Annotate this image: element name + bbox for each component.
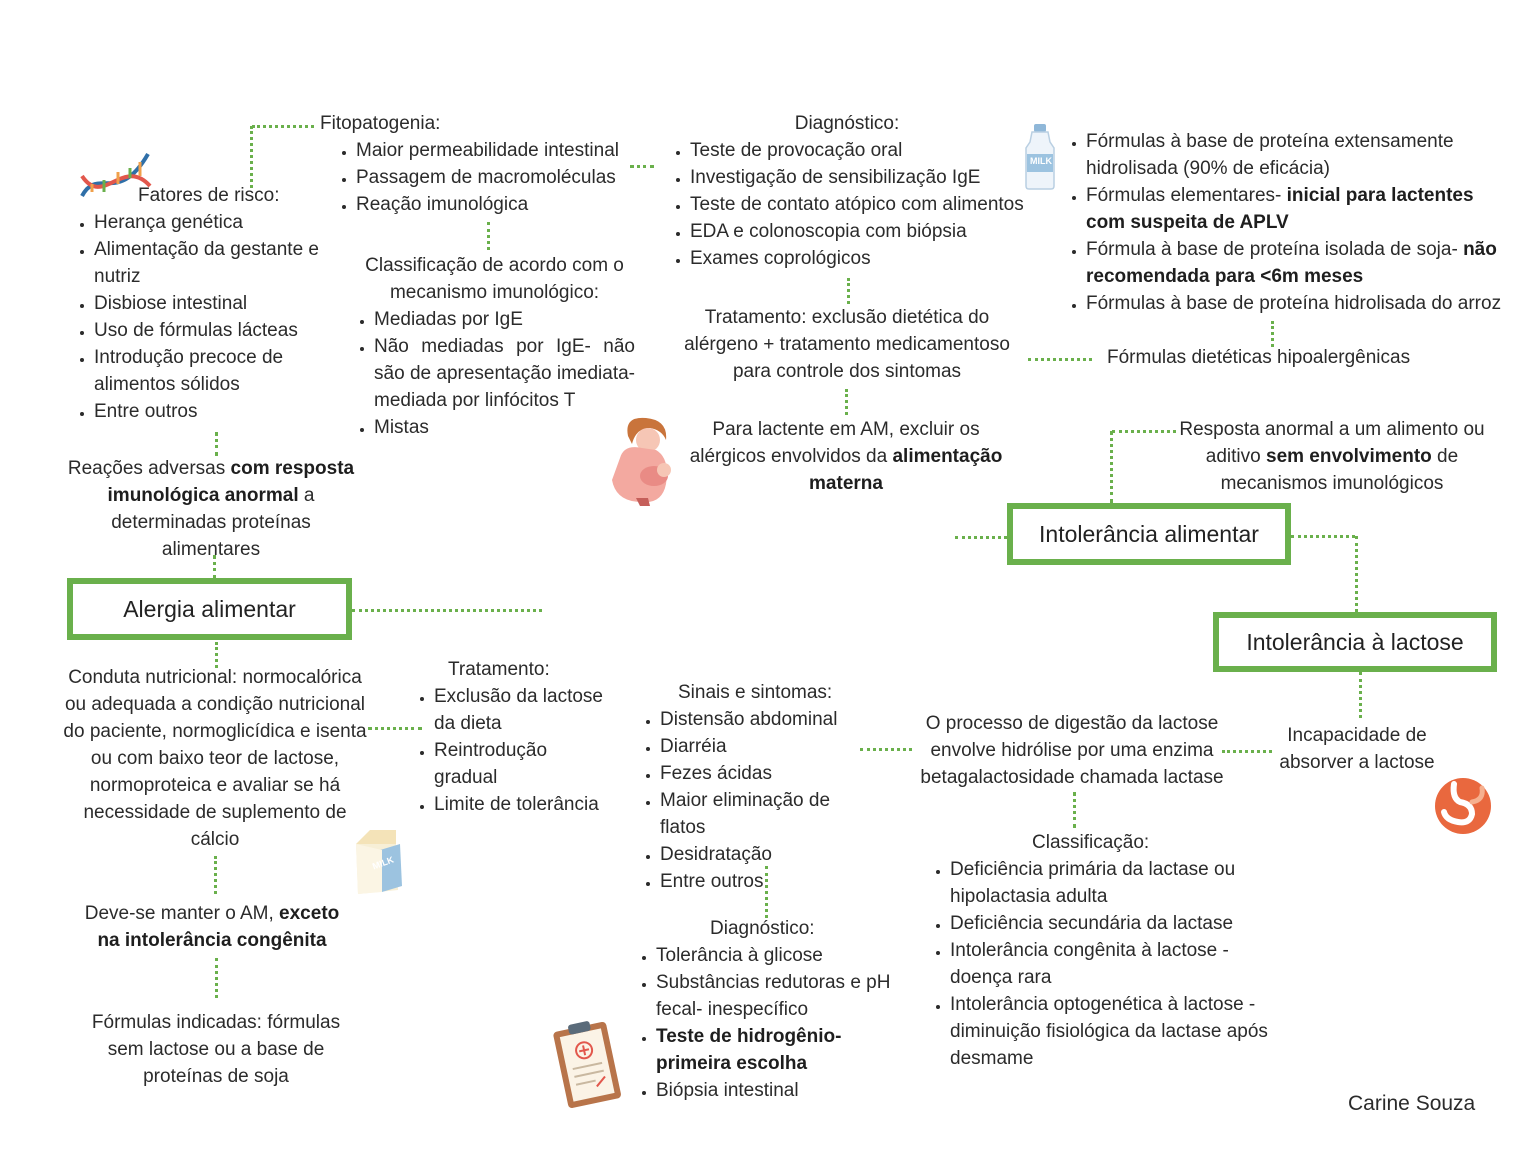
list-item: • Maior permeabilidade intestinal — [356, 137, 634, 164]
connector — [215, 432, 218, 456]
pathogenesis — [320, 110, 634, 218]
connector — [845, 389, 848, 415]
lactose-diagnosis-list — [634, 942, 904, 1104]
connector — [1359, 672, 1362, 718]
formula-text: Fórmula à base de proteína isolada de soja- — [1086, 239, 1464, 260]
breastfeeding-emphasis: alimentação materna — [809, 446, 1003, 494]
immuno-classification — [352, 252, 635, 441]
immuno-classification-list — [352, 306, 635, 441]
definition-text: a determinadas proteínas alimentares — [111, 485, 315, 560]
lactose-diagnosis-title: Diagnóstico: — [710, 918, 815, 939]
list-item: • Introdução precoce de alimentos sólidos — [94, 344, 334, 398]
list-item: • Passagem de macromoléculas — [356, 164, 634, 191]
maintenance-emphasis: exceto na intolerância congênita — [97, 903, 340, 951]
intolerance-definition — [1174, 416, 1490, 497]
hypoallergenic-formulas: Fórmulas dietéticas hipoalergênicas — [1107, 347, 1411, 368]
lactose-classification-title: Classificação: — [1032, 832, 1150, 853]
connector — [1291, 535, 1355, 538]
food-allergy-box: Alergia alimentar — [67, 578, 352, 640]
clipboard-icon — [548, 1018, 626, 1110]
stomach-icon — [1432, 776, 1494, 836]
breastfeeding-text: Para lactente em AM, excluir os alérgicos envolvidos da — [689, 419, 980, 467]
maintenance-text: Deve-se manter o AM, — [84, 903, 280, 924]
connector — [1110, 431, 1113, 503]
lactose-diagnosis — [634, 915, 904, 1104]
pathogenesis-title: Fitopatogenia: — [320, 113, 441, 134]
absorption-inability: Incapacidade de absorver a lactose — [1279, 725, 1435, 773]
list-item: • Uso de fórmulas lácteas — [94, 317, 334, 344]
allergy-diagnosis — [668, 110, 1048, 272]
author-signature: Carine Souza — [1348, 1092, 1476, 1115]
milk-carton-label: MILK — [370, 854, 396, 872]
list-item: • Mediadas por IgE — [374, 306, 635, 333]
list-item: • Exclusão da lactose da dieta — [434, 683, 614, 737]
list-item: • Biópsia intestinal — [656, 1077, 904, 1104]
definition-text: Resposta anormal a um alimento ou aditivo — [1179, 419, 1485, 467]
list-item: • Teste de contato atópico com alimentos — [690, 191, 1048, 218]
allergy-diagnosis-list — [668, 137, 1048, 272]
connector — [847, 278, 850, 304]
list-item: • Intolerância congênita à lactose - doença rara — [950, 937, 1272, 991]
formula-text: Fórmulas à base de proteína extensamente hidrolisada (90% de eficácia) — [1086, 131, 1454, 179]
connector — [1355, 536, 1358, 612]
definition-text: de mecanismos imunológicos — [1220, 446, 1459, 494]
pathogenesis-list — [334, 137, 634, 218]
list-item: • Teste de provocação oral — [690, 137, 1048, 164]
signs-symptoms-title: Sinais e sintomas: — [678, 682, 833, 703]
definition-emphasis: com resposta imunológica anormal — [107, 458, 355, 506]
list-item: • Intolerância optogenética à lactose - diminuição fisiológica da lactase após desmame — [950, 991, 1272, 1072]
list-item — [656, 1023, 904, 1077]
lactose-classification-list — [928, 856, 1272, 1072]
lactose-treatment-list — [412, 683, 614, 818]
list-item: • Disbiose intestinal — [94, 290, 334, 317]
list-item: • Desidratação — [660, 841, 858, 868]
connector — [215, 958, 218, 998]
allergy-formulas-list — [1064, 128, 1514, 317]
definition-text: Reações adversas — [67, 458, 231, 479]
food-intolerance-box: Intolerância alimentar — [1007, 503, 1291, 565]
risk-factors-list — [72, 209, 334, 425]
immuno-classification-title: Classificação de acordo com o mecanismo imunológico: — [365, 255, 624, 303]
list-item: • Reação imunológica — [356, 191, 634, 218]
definition-emphasis: sem envolvimento — [1266, 446, 1432, 467]
connector — [214, 856, 217, 894]
list-item: • Exames coprológicos — [690, 245, 1048, 272]
list-item — [1086, 290, 1514, 317]
indicated-formulas: Fórmulas indicadas: fórmulas sem lactose ou a base de proteínas de soja — [91, 1012, 341, 1087]
breastfeeding-maintenance — [72, 900, 352, 954]
list-item: • Deficiência secundária da lactase — [950, 910, 1272, 937]
connector — [1073, 792, 1076, 828]
formula-emphasis: não recomendada para <6m meses — [1086, 239, 1497, 287]
list-item: • Substâncias redutoras e pH fecal- inespecífico — [656, 969, 904, 1023]
list-item: • Tolerância à glicose — [656, 942, 904, 969]
list-item: • Entre outros — [660, 868, 858, 895]
diagnosis-emphasis: Teste de hidrogênio- primeira escolha — [656, 1026, 842, 1074]
connector — [252, 125, 314, 128]
connector — [1112, 430, 1176, 433]
list-item — [1086, 236, 1514, 290]
signs-symptoms-list — [638, 706, 858, 895]
lactose-intolerance-box: Intolerância à lactose — [1213, 612, 1497, 672]
formula-emphasis: inicial para lactentes com suspeita de APLV — [1086, 185, 1474, 233]
signs-symptoms — [638, 679, 858, 895]
lactose-treatment-title: Tratamento: — [448, 659, 550, 680]
risk-factors — [72, 182, 334, 425]
connector — [860, 748, 912, 751]
list-item: • Investigação de sensibilização IgE — [690, 164, 1048, 191]
allergy-treatment: Tratamento: exclusão dietética do alérgeno + tratamento medicamentoso para controle dos sintomas — [684, 307, 1010, 382]
list-item — [1086, 182, 1514, 236]
lactose-classification — [928, 829, 1272, 1072]
list-item: • Maior eliminação de flatos — [660, 787, 858, 841]
list-item: • Deficiência primária da lactase ou hipolactasia adulta — [950, 856, 1272, 910]
list-item — [1086, 128, 1514, 182]
connector — [487, 222, 490, 250]
milk-bottle-label: MILK — [1030, 156, 1052, 166]
connector — [1028, 358, 1092, 361]
list-item: • Reintrodução gradual — [434, 737, 614, 791]
list-item: • Alimentação da gestante e nutriz — [94, 236, 334, 290]
connector — [352, 609, 542, 612]
list-item: • Entre outros — [94, 398, 334, 425]
list-item: • Diarréia — [660, 733, 858, 760]
connector — [250, 126, 253, 188]
list-item: • Fezes ácidas — [660, 760, 858, 787]
lactose-treatment — [412, 656, 614, 818]
allergy-formulas — [1064, 128, 1514, 317]
list-item: • Não mediadas por IgE- não são de apresentação imediata- mediada por linfócitos T — [374, 333, 635, 414]
list-item: • EDA e colonoscopia com biópsia — [690, 218, 1048, 245]
allergy-diagnosis-title: Diagnóstico: — [794, 113, 900, 134]
list-item: • Limite de tolerância — [434, 791, 614, 818]
list-item: • Mistas — [374, 414, 635, 441]
breastfeeding-note — [680, 416, 1012, 497]
formula-text: Fórmulas elementares- — [1086, 185, 1287, 206]
connector — [955, 536, 1007, 539]
allergy-definition — [62, 455, 360, 563]
list-item: • Herança genética — [94, 209, 334, 236]
formula-text: Fórmulas à base de proteína hidrolisada do arroz — [1086, 293, 1502, 314]
list-item: • Distensão abdominal — [660, 706, 858, 733]
lactose-digestion: O processo de digestão da lactose envolve hidrólise por uma enzima betagalactosidade chamada lactase — [920, 713, 1224, 788]
risk-factors-title: Fatores de risco: — [138, 185, 280, 206]
nutritional-conduct: Conduta nutricional: normocalórica ou adequada a condição nutricional do paciente, normoglicídica e isenta ou com baixo teor de lactose, normoproteica e avaliar se há necessidade de suplemento de cálcio — [63, 667, 367, 850]
